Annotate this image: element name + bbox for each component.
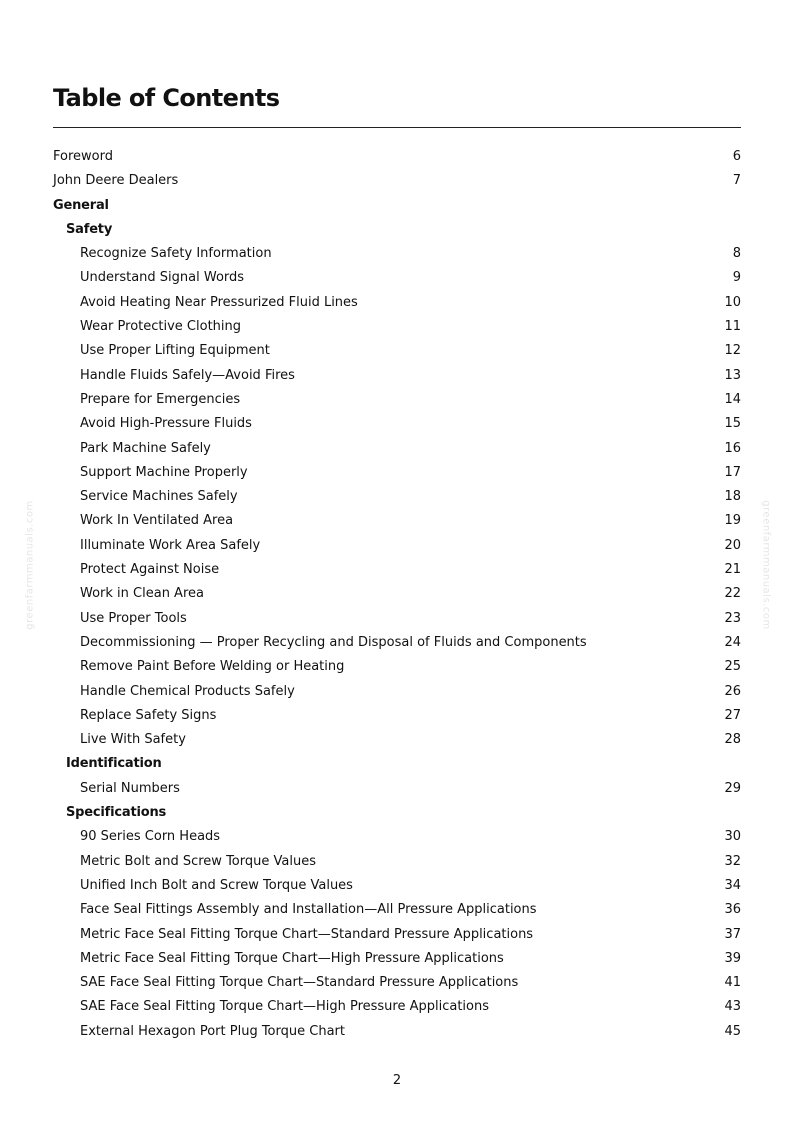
toc-entry[interactable]	[53, 971, 741, 995]
toc-entry[interactable]	[53, 995, 741, 1019]
page-title: Table of Contents	[53, 84, 280, 112]
toc-entry-title: 90 Series Corn Heads	[80, 829, 221, 845]
toc-entry-page: 32	[724, 853, 741, 869]
toc-entry[interactable]	[53, 582, 741, 606]
toc-entry[interactable]	[53, 169, 741, 193]
toc-entry-page: 27	[724, 707, 741, 723]
toc-entry-page: 29	[724, 780, 741, 796]
toc-entry[interactable]	[53, 461, 741, 485]
toc-entry[interactable]	[53, 509, 741, 533]
toc-entry-title: Handle Fluids Safely—Avoid Fires	[80, 367, 295, 383]
toc-entry-title: Prepare for Emergencies	[80, 391, 241, 407]
toc-entry[interactable]	[53, 291, 741, 315]
title-divider	[53, 127, 741, 128]
toc-entry[interactable]	[53, 947, 741, 971]
toc-entry[interactable]	[53, 874, 741, 898]
toc-entry[interactable]	[53, 242, 741, 266]
toc-entry-page: 37	[724, 926, 741, 942]
toc-entry-page: 17	[724, 464, 741, 480]
toc-entry[interactable]	[53, 266, 741, 290]
toc-entry-page: 22	[724, 586, 741, 602]
toc-entry[interactable]	[53, 631, 741, 655]
toc-entry-title: Illuminate Work Area Safely	[80, 537, 261, 553]
toc-entry-page: 25	[724, 659, 741, 675]
toc-entry-page: 34	[724, 877, 741, 893]
toc-entry-title: Specifications	[66, 805, 167, 821]
toc-entry-title: Decommissioning — Proper Recycling and Disposal of Fluids and Components	[80, 634, 587, 650]
toc-entry[interactable]	[53, 1020, 741, 1044]
toc-entry-title: Avoid Heating Near Pressurized Fluid Lines	[80, 294, 358, 310]
toc-entry-page: 36	[724, 902, 741, 918]
toc-entry-title: Handle Chemical Products Safely	[80, 683, 295, 699]
toc-entry-page: 18	[724, 489, 741, 505]
toc-entry[interactable]	[53, 315, 741, 339]
toc-entry-page: 9	[732, 270, 741, 286]
toc-entry-page: 19	[724, 513, 741, 529]
toc-entry-title: Metric Face Seal Fitting Torque Chart—High Pressure Applications	[80, 950, 504, 966]
toc-entry[interactable]	[53, 728, 741, 752]
toc-entry[interactable]	[53, 825, 741, 849]
toc-entry-page: 20	[724, 537, 741, 553]
watermark-left: greenfarmmanuals.com	[24, 500, 36, 630]
toc-entry-page: 21	[724, 562, 741, 578]
toc-entry-page: 10	[724, 294, 741, 310]
toc-entry-title: Remove Paint Before Welding or Heating	[80, 659, 345, 675]
toc-entry-page: 11	[724, 319, 741, 335]
toc-entry-title: Use Proper Tools	[80, 610, 187, 626]
toc-entry[interactable]	[53, 655, 741, 679]
toc-entry-page: 15	[724, 416, 741, 432]
toc-entry-title: Park Machine Safely	[80, 440, 211, 456]
toc-entry[interactable]	[53, 364, 741, 388]
toc-section-heading	[53, 218, 741, 242]
toc-entry-title: Avoid High-Pressure Fluids	[80, 416, 252, 432]
toc-entry-page: 8	[732, 246, 741, 262]
toc-entry[interactable]	[53, 412, 741, 436]
toc-entry-title: Protect Against Noise	[80, 562, 220, 578]
toc-entry-title: Face Seal Fittings Assembly and Installation—All Pressure Applications	[80, 902, 537, 918]
toc-entry-page: 16	[724, 440, 741, 456]
toc-entry[interactable]	[53, 339, 741, 363]
toc-entry-page: 24	[724, 634, 741, 650]
toc-entry[interactable]	[53, 388, 741, 412]
toc-entry-title: Serial Numbers	[80, 780, 180, 796]
toc-entry-title: Understand Signal Words	[80, 270, 245, 286]
toc-entry[interactable]	[53, 850, 741, 874]
toc-section-heading	[53, 194, 741, 218]
toc-entry-page: 12	[724, 343, 741, 359]
toc-entry-page: 39	[724, 950, 741, 966]
toc-entry-title: Service Machines Safely	[80, 489, 238, 505]
toc-entry-page: 26	[724, 683, 741, 699]
toc-entry-page: 30	[724, 829, 741, 845]
toc-entry[interactable]	[53, 485, 741, 509]
toc-entry-title: External Hexagon Port Plug Torque Chart	[80, 1023, 345, 1039]
toc-entry[interactable]	[53, 145, 741, 169]
toc-section-heading	[53, 801, 741, 825]
toc-section-heading	[53, 752, 741, 776]
toc-entry-title: Replace Safety Signs	[80, 707, 217, 723]
toc-entry-title: Foreword	[53, 149, 113, 164]
toc-entry[interactable]	[53, 680, 741, 704]
toc-entry-title: Unified Inch Bolt and Screw Torque Values	[80, 877, 353, 893]
watermark-right: greenfarmmanuals.com	[760, 500, 772, 630]
toc-entry-page: 41	[724, 975, 741, 991]
toc-entry-page: 45	[724, 1023, 741, 1039]
toc-entry-title: General	[53, 197, 109, 213]
toc-entry[interactable]	[53, 437, 741, 461]
toc-entry-title: Recognize Safety Information	[80, 246, 272, 262]
toc-entry[interactable]	[53, 704, 741, 728]
toc-entry-title: Live With Safety	[80, 732, 186, 748]
toc-entry-page: 23	[724, 610, 741, 626]
toc-entry-title: Metric Face Seal Fitting Torque Chart—Standard Pressure Applications	[80, 926, 534, 942]
toc-entry[interactable]	[53, 777, 741, 801]
toc-entry-title: Identification	[66, 756, 162, 772]
toc-entry-title: Work in Clean Area	[80, 586, 204, 602]
toc-entry-title: Metric Bolt and Screw Torque Values	[80, 853, 316, 869]
page-number: 2	[392, 1073, 402, 1088]
toc-entry[interactable]	[53, 607, 741, 631]
toc-entry-title: Use Proper Lifting Equipment	[80, 343, 270, 359]
toc-entry-title: John Deere Dealers	[53, 173, 179, 189]
toc-entry-title: Safety	[66, 221, 113, 237]
toc-entry[interactable]	[53, 534, 741, 558]
toc-entry-page: 43	[724, 999, 741, 1015]
toc-entry-page: 14	[724, 391, 741, 407]
toc-entry[interactable]	[53, 898, 741, 922]
toc-entry-page: 7	[732, 173, 741, 189]
toc-list	[53, 145, 741, 1044]
toc-entry-title: Support Machine Properly	[80, 464, 248, 480]
toc-entry-page: 13	[724, 367, 741, 383]
toc-entry-title: SAE Face Seal Fitting Torque Chart—High Pressure Applications	[80, 999, 490, 1015]
toc-entry-title: SAE Face Seal Fitting Torque Chart—Standard Pressure Applications	[80, 975, 519, 991]
toc-entry-title: Work In Ventilated Area	[80, 513, 234, 529]
toc-entry-page: 28	[724, 732, 741, 748]
toc-entry[interactable]	[53, 923, 741, 947]
toc-entry[interactable]	[53, 558, 741, 582]
toc-entry-page: 6	[732, 149, 741, 164]
toc-entry-title: Wear Protective Clothing	[80, 319, 242, 335]
